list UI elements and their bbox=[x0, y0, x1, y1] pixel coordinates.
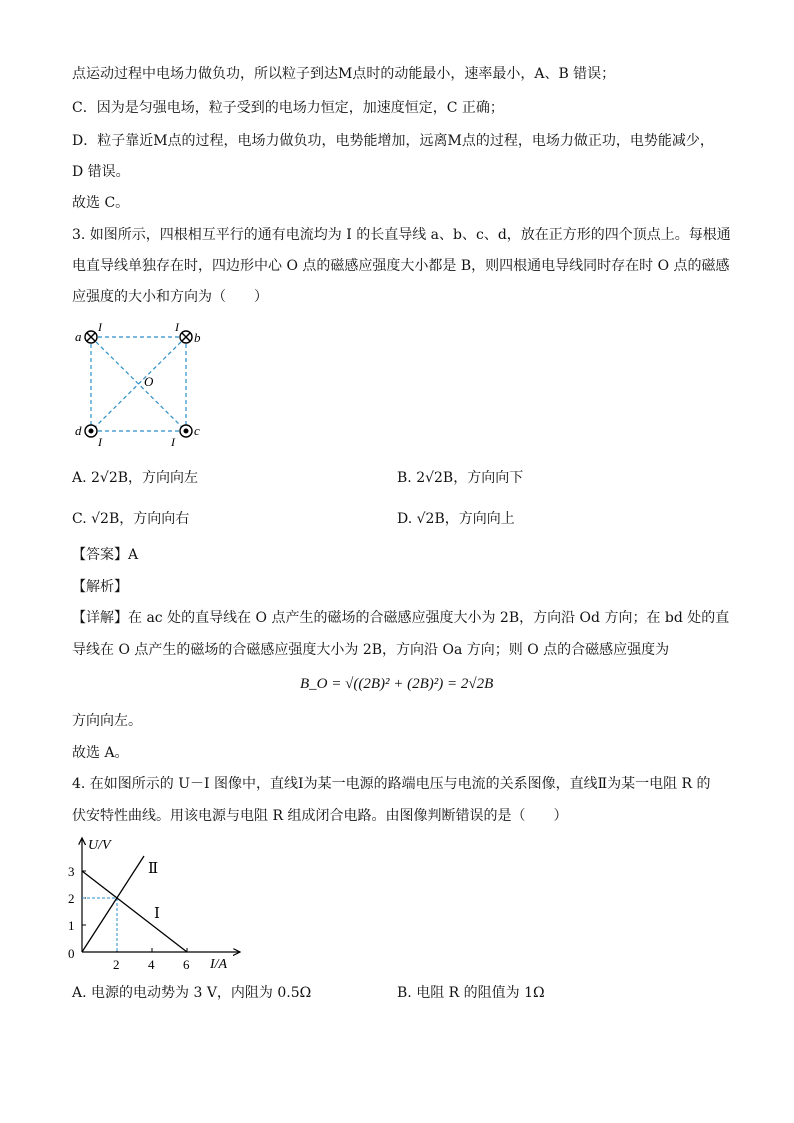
option-c: C. √2B，方向向右 bbox=[72, 511, 190, 527]
ui-graph bbox=[62, 832, 252, 977]
y-tick-3: 3 bbox=[68, 864, 75, 879]
label-I-b: I bbox=[175, 320, 179, 334]
line-I-label: Ⅰ bbox=[154, 906, 160, 922]
wire-d-dot-icon bbox=[85, 425, 97, 437]
question-3-text: 3. 如图所示，四根相互平行的通有电流均为 I 的长直导线 a、b、c、d，放在正方形的四个顶点上。每根通 bbox=[72, 227, 731, 243]
x-tick-2: 2 bbox=[113, 957, 120, 972]
y-tick-1: 1 bbox=[68, 918, 75, 933]
text-line: C．因为是匀强电场，粒子受到的电场力恒定，加速度恒定，C 正确； bbox=[72, 100, 504, 116]
text-line: 故选 C。 bbox=[72, 195, 130, 211]
direction-text: 方向向左。 bbox=[72, 713, 142, 729]
option-a: A. 电源的电动势为 3 V，内阻为 0.5Ω bbox=[72, 985, 312, 1001]
y-tick-2: 2 bbox=[68, 891, 75, 906]
label-b: b bbox=[194, 330, 201, 345]
label-c: c bbox=[194, 423, 200, 438]
option-d: D. √2B，方向向上 bbox=[397, 511, 515, 527]
wire-a-cross-icon bbox=[85, 331, 97, 343]
question-3-text: 电直导线单独存在时，四边形中心 O 点的磁感应强度大小都是 B，则四根通电导线同时存在时 O 点的磁感 bbox=[72, 258, 730, 274]
wire-c-dot-icon bbox=[180, 425, 192, 437]
detail-text: 【详解】在 ac 处的直导线在 O 点产生的磁场的合磁感应强度大小为 2B，方向沿 Od 方向；在 bd 处的直 bbox=[72, 610, 730, 626]
text-line: D．粒子靠近M点的过程，电场力做负功，电势能增加，远离M点的过程，电场力做正功，电势能减少， bbox=[72, 133, 714, 149]
label-d: d bbox=[75, 423, 82, 438]
question-4-text: 4. 在如图所示的 U－I 图像中，直线Ⅰ为某一电源的路端电压与电流的关系图像，直线Ⅱ为某一电阻 R 的 bbox=[72, 776, 711, 792]
option-b: B. 电阻 R 的阻值为 1Ω bbox=[397, 985, 545, 1001]
square-wire-diagram bbox=[70, 318, 210, 448]
option-b: B. 2√2B，方向向下 bbox=[397, 470, 524, 486]
label-O: O bbox=[144, 374, 154, 389]
choose-text: 故选 A。 bbox=[72, 745, 129, 761]
detail-text: 导线在 O 点产生的磁场的合磁感应强度大小为 2B，方向沿 Oa 方向；则 O 点的合磁感应强度为 bbox=[72, 642, 670, 658]
line-I bbox=[82, 871, 187, 952]
x-tick-4: 4 bbox=[148, 957, 155, 972]
x-tick-6: 6 bbox=[183, 957, 190, 972]
y-axis-label: U/V bbox=[88, 838, 111, 853]
equation: B_O = √((2B)² + (2B)²) = 2√2B bbox=[300, 676, 494, 692]
analysis-label: 【解析】 bbox=[72, 579, 128, 595]
label-I-c: I bbox=[171, 435, 175, 448]
line-II bbox=[82, 856, 144, 952]
label-I-d: I bbox=[98, 435, 102, 448]
question-3-text: 应强度的大小和方向为（ ） bbox=[72, 289, 268, 305]
text-line: 点运动过程中电场力做负功，所以粒子到达M点时的动能最小，速率最小，A、B 错误； bbox=[72, 66, 616, 82]
label-a: a bbox=[75, 329, 82, 344]
answer-label: 【答案】A bbox=[72, 547, 139, 563]
y-tick-0: 0 bbox=[68, 946, 75, 961]
line-II-label: Ⅱ bbox=[148, 861, 159, 877]
option-a: A. 2√2B，方向向左 bbox=[72, 470, 199, 486]
question-4-text: 伏安特性曲线。用该电源与电阻 R 组成闭合电路。由图像判断错误的是（ ） bbox=[72, 808, 568, 824]
wire-b-cross-icon bbox=[180, 331, 192, 343]
label-I-a: I bbox=[98, 320, 102, 334]
text-line: D 错误。 bbox=[72, 164, 130, 180]
x-axis-label: I/A bbox=[210, 957, 228, 972]
